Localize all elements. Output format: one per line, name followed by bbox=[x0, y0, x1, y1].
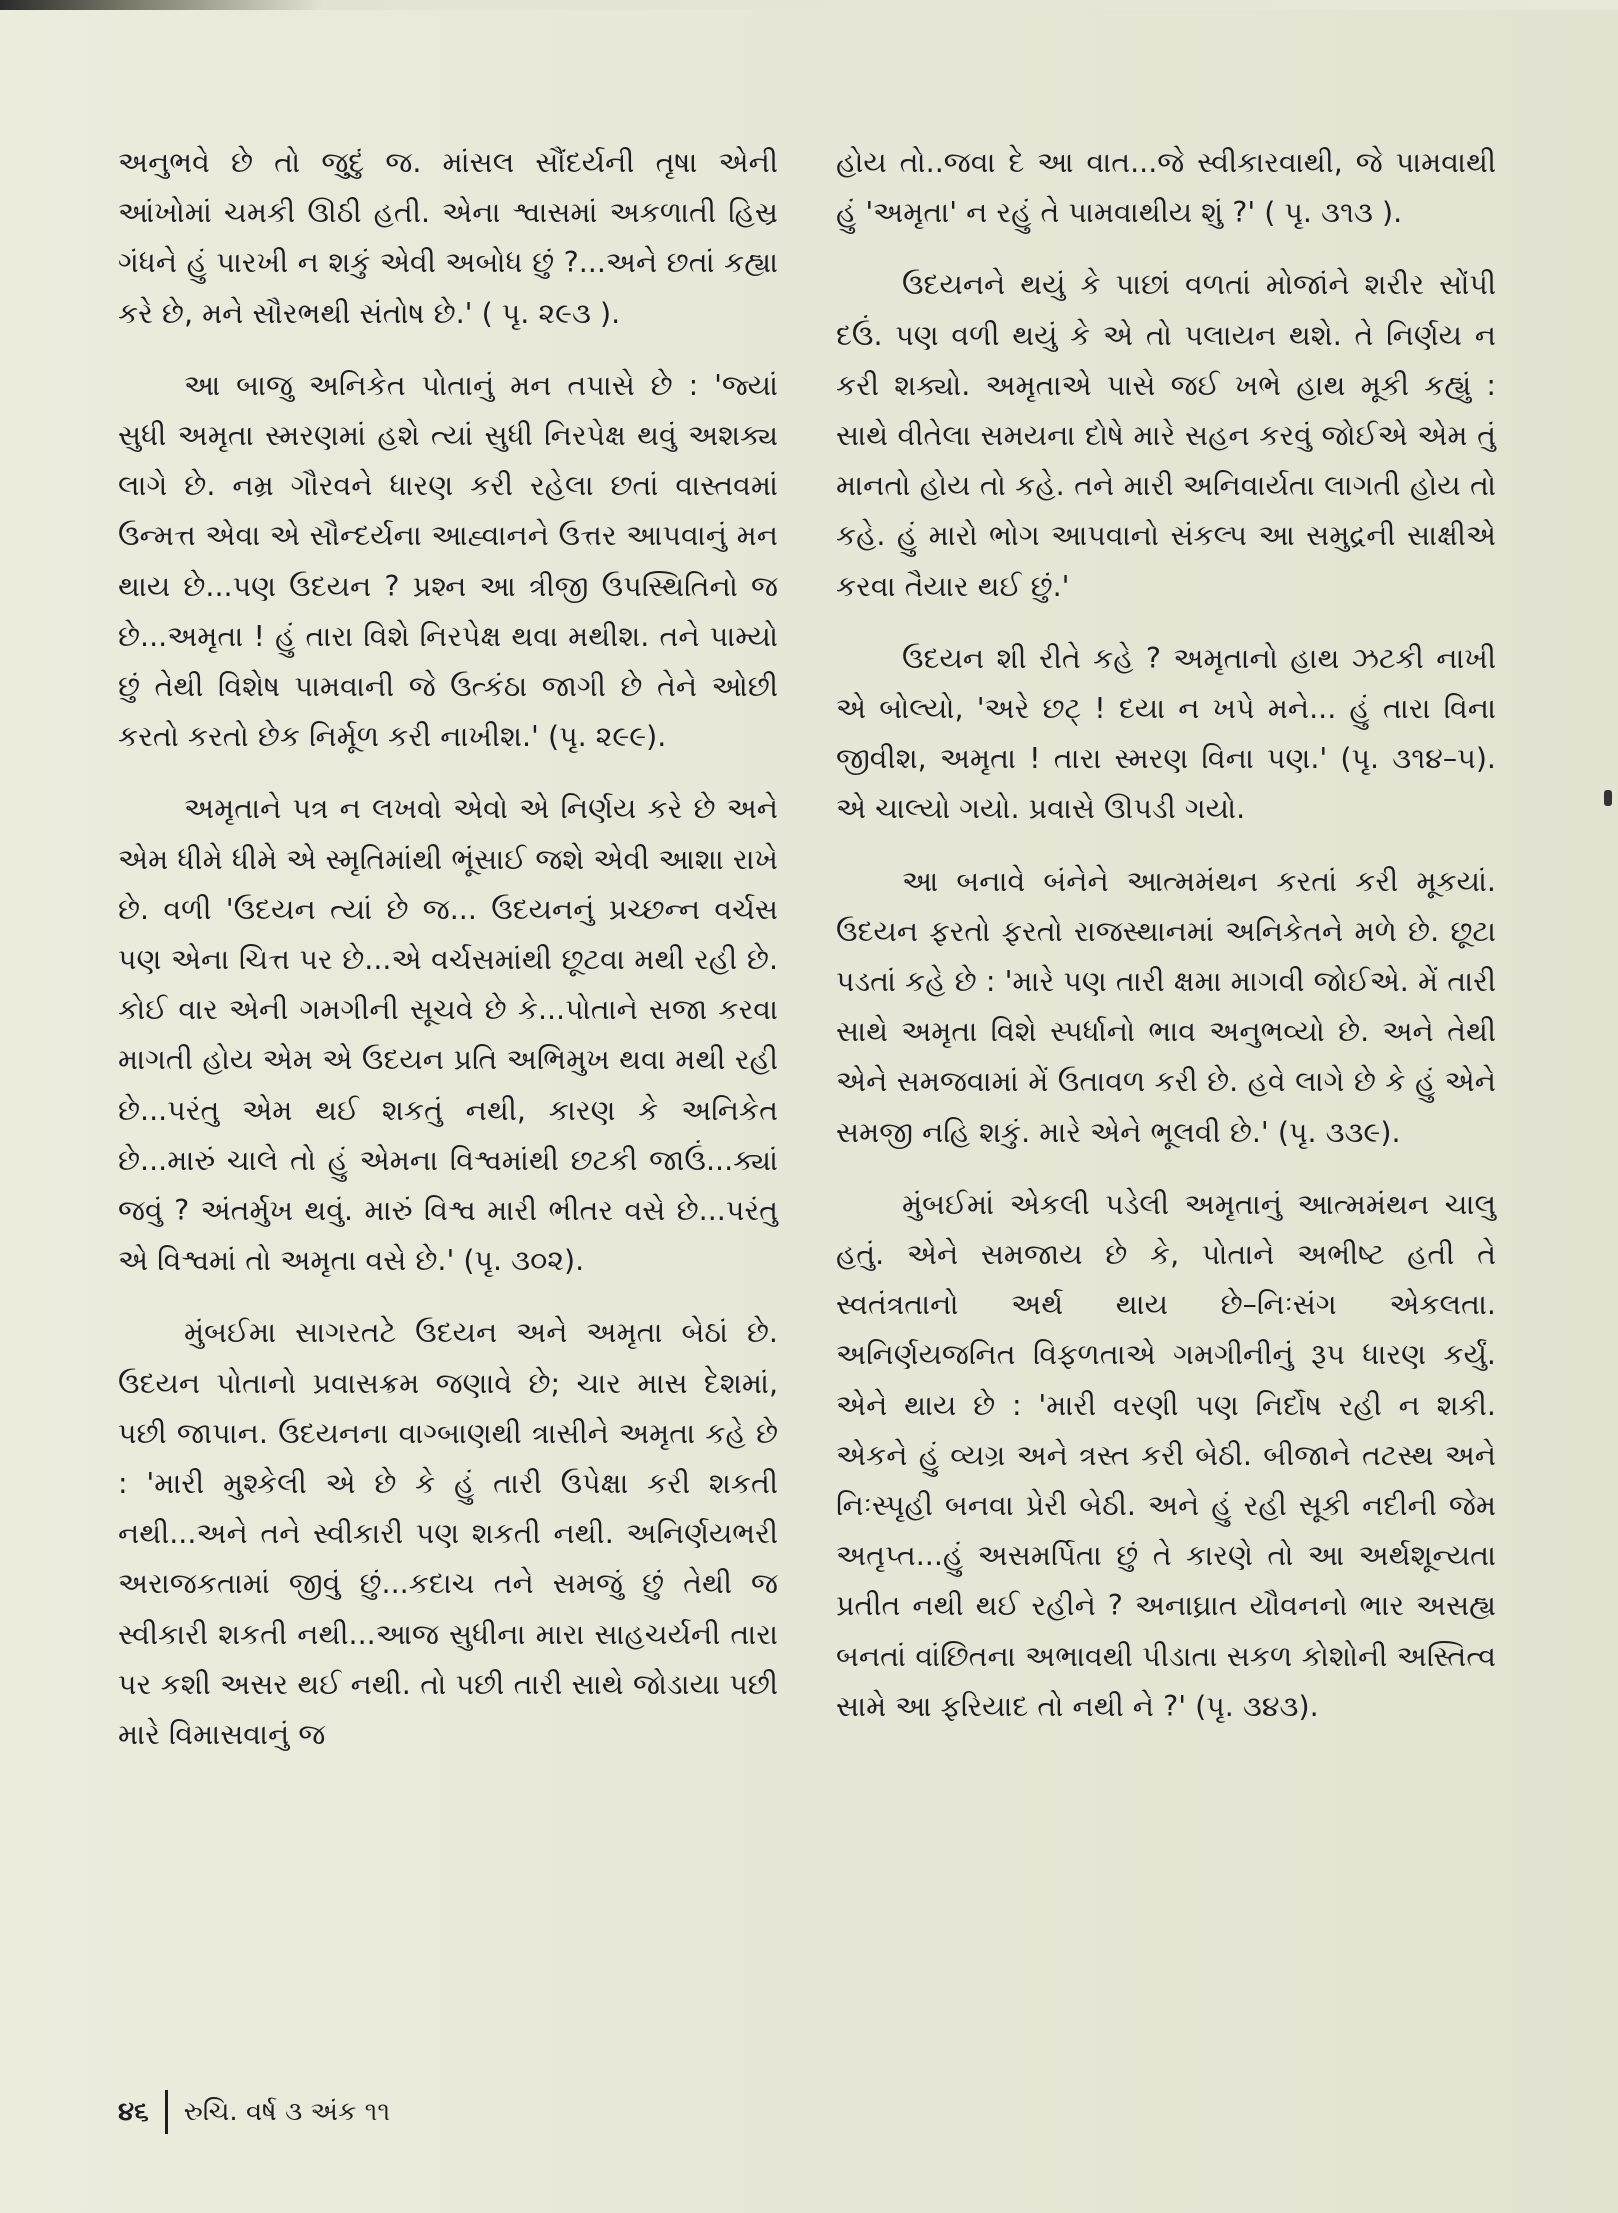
scan-top-edge bbox=[0, 0, 1618, 10]
right-paragraph-3: ઉદયન શી રીતે કહે ? અમૃતાનો હાથ ઝટકી નાખી એ બોલ્યો, 'અરે છટ્ ! દયા ન ખપે મને... હું તારા વિના જીવીશ, અમૃતા ! તારા સ્મરણ વિના પણ.' (પૃ. ૩૧૪–૫). એ ચાલ્યો ગયો. પ્રવાસે ઊપડી ગયો. bbox=[836, 641, 1496, 826]
page-number: ૪૬ bbox=[118, 2096, 149, 2127]
left-paragraph-3: અમૃતાને પત્ર ન લખવો એવો એ નિર્ણય કરે છે અને એમ ધીમે ધીમે એ સ્મૃતિમાંથી ભૂંસાઈ જશે એવી આશા રાખે છે. વળી 'ઉદયન ત્યાં છે જ... ઉદયનનું પ્રચ્છન્ન વર્ચસ પણ એના ચિત્ત પર છે...એ વર્ચસમાંથી છૂટવા મથી રહી છે. કોઈ વાર એની ગમગીની સૂચવે છે કે...પોતાને સજા કરવા માગતી હોય એમ એ ઉદયન પ્રતિ અભિમુખ થવા મથી રહી છે...પરંતુ એમ થઈ શકતું નથી, કારણ કે અનિકેત છે...મારું ચાલે તો હું એમના વિશ્વમાંથી છટકી જાઉં...ક્યાં જવું ? અંતર્મુખ થવું. મારું વિશ્વ મારી ભીતર વસે છે...પરંતુ એ વિશ્વમાં તો અમૃતા વસે છે.' (પૃ. ૩૦૨). bbox=[118, 792, 778, 1278]
right-paragraph-4: આ બનાવે બંનેને આત્મમંથન કરતાં કરી મૂકયાં. ઉદયન ફરતો ફરતો રાજસ્થાનમાં અનિકેતને મળે છે. છૂટા પડતાં કહે છે : 'મારે પણ તારી ક્ષમા માગવી જોઈએ. મેં તારી સાથે અમૃતા વિશે સ્પર્ધાનો ભાવ અનુભવ્યો છે. અને તેથી એને સમજવામાં મેં ઉતાવળ કરી છે. હવે લાગે છે કે હું એને સમજી નહિ શકું. મારે એને ભૂલવી છે.' (પૃ. ૩૩૯). bbox=[836, 864, 1496, 1149]
right-paragraph-2: ઉદયનને થયું કે પાછાં વળતાં મોજાંને શરીર સોંપી દઉં. પણ વળી થયું કે એ તો પલાયન થશે. તે નિર્ણય ન કરી શક્યો. અમૃતાએ પાસે જઈ ખભે હાથ મૂકી કહ્યું : સાથે વીતેલા સમયના દોષે મારે સહન કરવું જોઈએ એમ તું માનતો હોય તો કહે. તને મારી અનિવાર્યતા લાગતી હોય તો કહે. હું મારો ભોગ આપવાનો સંકલ્પ આ સમુદ્રની સાક્ષીએ કરવા તૈયાર થઈ છું.' bbox=[836, 268, 1496, 603]
page-footer bbox=[118, 2090, 390, 2134]
left-column bbox=[118, 138, 778, 1782]
left-paragraph-1: અનુભવે છે તો જુદું જ. માંસલ સૌંદર્યની તૃષા એની આંખોમાં ચમકી ઊઠી હતી. એના શ્વાસમાં અકળાતી હિસ્ર ગંધને હું પારખી ન શકું એવી અબોધ છું ?...અને છતાં કહ્યા કરે છે, મને સૌરભથી સંતોષ છે.' ( પૃ. ૨૯૩ ). bbox=[118, 146, 778, 330]
journal-issue: રુચિ. વર્ષ ૩ અંક ૧૧ bbox=[183, 2096, 391, 2127]
left-paragraph-2: આ બાજુ અનિકેત પોતાનું મન તપાસે છે : 'જ્યાં સુધી અમૃતા સ્મરણમાં હશે ત્યાં સુધી નિરપેક્ષ થવું અશક્ય લાગે છે. નમ્ર ગૌરવને ધારણ કરી રહેલા છતાં વાસ્તવમાં ઉન્મત્ત એવા એ સૌન્દર્યના આહ્વાનને ઉત્તર આપવાનું મન થાય છે...પણ ઉદયન ? પ્રશ્ન આ ત્રીજી ઉપસ્થિતિનો જ છે...અમૃતા ! હું તારા વિશે નિરપેક્ષ થવા મથીશ. તને પામ્યો છું તેથી વિશેષ પામવાની જે ઉત્કંઠા જાગી છે તેને ઓછી કરતો કરતો છેક નિર્મૂળ કરી નાખીશ.' (પૃ. ૨૯૯). bbox=[118, 368, 778, 754]
footer-divider bbox=[165, 2090, 168, 2134]
right-paragraph-1: હોય તો..જવા દે આ વાત...જે સ્વીકારવાથી, જે પામવાથી હું 'અમૃતા' ન રહું તે પામવાથીય શું ?' ( પૃ. ૩૧૩ ). bbox=[836, 146, 1496, 230]
right-column bbox=[836, 138, 1496, 1754]
binding-clip-mark bbox=[1604, 790, 1612, 806]
right-paragraph-5: મુંબઈમાં એકલી પડેલી અમૃતાનું આત્મમંથન ચાલુ હતું. એને સમજાય છે કે, પોતાને અભીષ્ટ હતી તે સ્વતંત્રતાનો અર્થ થાય છે–નિઃસંગ એકલતા. અનિર્ણયજનિત વિફળતાએ ગમગીનીનું રૂપ ધારણ કર્યું. એને થાય છે : 'મારી વરણી પણ નિર્દોષ રહી ન શકી. એકને હું વ્યગ્ર અને ત્રસ્ત કરી બેઠી. બીજાને તટસ્થ અને નિઃસ્પૃહી બનવા પ્રેરી બેઠી. અને હું રહી સૂકી નદીની જેમ અતૃપ્ત...હું અસમર્પિતા છું તે કારણે તો આ અર્થશૂન્યતા પ્રતીત નથી થઈ રહીને ? અનાઘ્રાત યૌવનનો ભાર અસહ્ય બનતાં વાંછિતના અભાવથી પીડાતા સકળ કોશોની અસ્તિત્વ સામે આ ફરિયાદ તો નથી ને ?' (પૃ. ૩૪૩). bbox=[836, 1187, 1496, 1723]
left-paragraph-4: મુંબઈમા સાગરતટે ઉદયન અને અમૃતા બેઠાં છે. ઉદયન પોતાનો પ્રવાસક્રમ જણાવે છે; ચાર માસ દેશમાં, પછી જાપાન. ઉદયનના વાગ્બાણથી ત્રાસીને અમૃતા કહે છે : 'મારી મુશ્કેલી એ છે કે હું તારી ઉપેક્ષા કરી શકતી નથી...અને તને સ્વીકારી પણ શકતી નથી. અનિર્ણયભરી અરાજકતામાં જીવું છું...કદાચ તને સમજું છું તેથી જ સ્વીકારી શકતી નથી...આજ સુધીના મારા સાહચર્યની તારા પર કશી અસર થઈ નથી. તો પછી તારી સાથે જોડાયા પછી મારે વિમાસવાનું જ bbox=[118, 1316, 778, 1752]
